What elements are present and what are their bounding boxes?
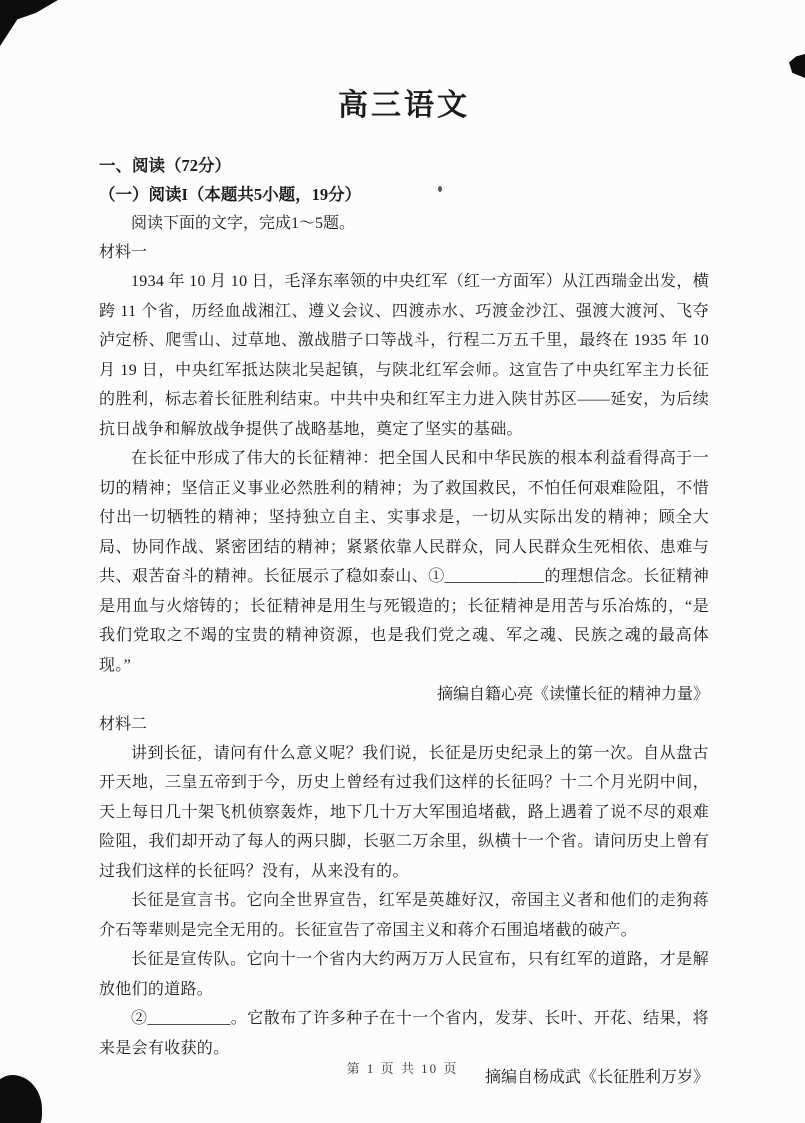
material-one-label: 材料一 — [99, 244, 148, 261]
material-two-label: 材料二 — [99, 715, 148, 733]
material-one-paragraph-1: 1934 年 10 月 10 日，毛泽东率领的中央红军（红一方面军）从江西瑞金出发，横跨 11 个省，历经血战湘江、遵义会议、四渡赤水、巧渡金沙江、强渡大渡河、飞夺泸定桥、爬雪山、过草地、激战腊子口等战斗，行程二万五千里，最终在 1935 年 10 月 19 日，中央红军抵达陕北吴起镇，与陕北红军会师。这宣告了中央红军主力长征的胜利，标志着长征胜利结束。中共中央和红军主力进入陕甘苏区——延安，为后续抗日战争和解放战争提供了战略基地，奠定了坚实的基础。 — [99, 273, 709, 438]
page-content — [99, 70, 709, 1093]
section-heading: 一、阅读（72分） — [99, 156, 231, 175]
reading-instruction: 阅读下面的文字，完成1～5题。 — [131, 215, 356, 232]
page-title: 高三语文 — [338, 89, 470, 122]
material-two-paragraph-4: ②__________。它散布了许多种子在十一个省内，发芽、长叶、开花、结果，将来是会有收获的。 — [99, 1010, 709, 1057]
material-one-attribution: 摘编自籍心亮《读懂长征的精神力量》 — [436, 686, 709, 703]
scan-artifact-top-right — [789, 54, 805, 78]
material-two-paragraph-1: 讲到长征，请问有什么意义呢？我们说，长征是历史纪录上的第一次。自从盘古开天地，三皇五帝到于今，历史上曾经有过我们这样的长征吗？十二个月光阴中间，天上每日几十架飞机侦察轰炸，地下几十万大军围追堵截，路上遇着了说不尽的艰难险阻，我们却开动了每人的两只脚，长驱二万余里，纵横十一个省。请问历史上曾有过我们这样的长征吗？没有，从来没有的。 — [99, 744, 709, 880]
material-two-paragraph-2: 长征是宣言书。它向全世界宣告，红军是英雄好汉，帝国主义者和他们的走狗蒋介石等辈则是完全无用的。长征宣告了帝国主义和蒋介石围追堵截的破产。 — [99, 892, 709, 939]
scan-artifact-top-left — [0, 0, 58, 46]
material-two-paragraph-3: 长征是宣传队。它向十一个省内大约两万万人民宣布，只有红军的道路，才是解放他们的道路。 — [99, 951, 709, 998]
subsection-heading: （一）阅读I（本题共5小题，19分） — [99, 185, 362, 204]
material-one-paragraph-2: 在长征中形成了伟大的长征精神：把全国人民和中华民族的根本利益看得高于一切的精神；坚信正义事业必然胜利的精神；为了救国救民，不怕任何艰难险阻，不惜付出一切牺牲的精神；坚持独立自主、实事求是，一切从实际出发的精神；顾全大局、协同作战、紧密团结的精神；紧紧依靠人民群众，同人民群众生死相依、患难与共、艰苦奋斗的精神。长征展示了稳如泰山、①____________的理想信念。长征精神是用血与火熔铸的；长征精神是用生与死锻造的；长征精神是用苦与乐冶炼的，“是我们党取之不竭的宝贵的精神资源，也是我们党之魂、军之魂、民族之魂的最高体现。” — [99, 450, 709, 674]
material-two-attribution: 摘编自杨成武《长征胜利万岁》 — [484, 1069, 709, 1086]
scan-artifact-bottom-left — [0, 1075, 42, 1123]
page-number: 第 1 页 共 10 页 — [346, 1061, 459, 1076]
